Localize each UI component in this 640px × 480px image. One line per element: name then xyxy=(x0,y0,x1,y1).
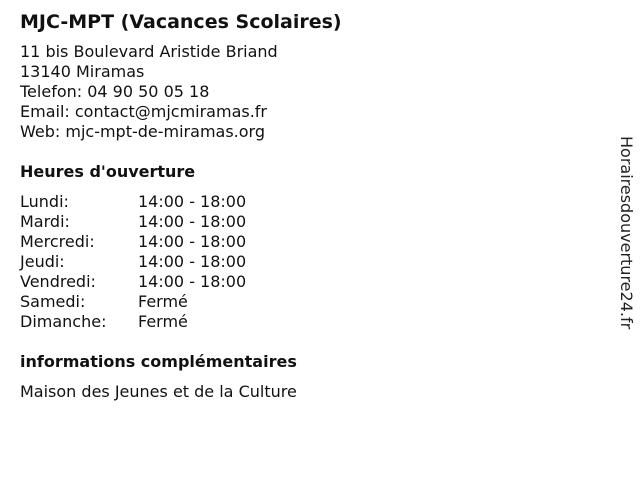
site-watermark: Horairesdouverture24.fr xyxy=(617,136,636,330)
hours-time: 14:00 - 18:00 xyxy=(138,272,247,291)
opening-hours-heading: Heures d'ouverture xyxy=(20,162,196,181)
hours-row-monday xyxy=(20,192,600,212)
street-address: 11 bis Boulevard Aristide Briand xyxy=(20,42,278,61)
additional-info-text: Maison des Jeunes et de la Culture xyxy=(20,382,297,401)
hours-time: Fermé xyxy=(138,292,188,311)
hours-time: 14:00 - 18:00 xyxy=(138,232,247,251)
web-line: Web: mjc-mpt-de-miramas.org xyxy=(20,122,265,141)
opening-hours-table xyxy=(20,192,600,332)
hours-row-friday xyxy=(20,272,600,292)
hours-day: Mardi: xyxy=(20,212,70,231)
additional-info-heading: informations complémentaires xyxy=(20,352,297,371)
hours-time: 14:00 - 18:00 xyxy=(138,252,247,271)
business-title: MJC-MPT (Vacances Scolaires) xyxy=(20,11,342,33)
email-line: Email: contact@mjcmiramas.fr xyxy=(20,102,268,121)
phone-line: Telefon: 04 90 50 05 18 xyxy=(20,82,210,101)
hours-day: Lundi: xyxy=(20,192,69,211)
hours-row-wednesday xyxy=(20,232,600,252)
hours-day: Samedi: xyxy=(20,292,86,311)
hours-day: Mercredi: xyxy=(20,232,95,251)
hours-time: 14:00 - 18:00 xyxy=(138,212,247,231)
hours-time: 14:00 - 18:00 xyxy=(138,192,247,211)
hours-row-saturday xyxy=(20,292,600,312)
city-line: 13140 Miramas xyxy=(20,62,145,81)
hours-day: Jeudi: xyxy=(20,252,65,271)
hours-row-thursday xyxy=(20,252,600,272)
hours-day: Vendredi: xyxy=(20,272,96,291)
hours-row-sunday xyxy=(20,312,600,332)
hours-day: Dimanche: xyxy=(20,312,107,331)
hours-row-tuesday xyxy=(20,212,600,232)
address-block xyxy=(20,42,600,142)
business-card xyxy=(20,10,600,402)
hours-time: Fermé xyxy=(138,312,188,331)
